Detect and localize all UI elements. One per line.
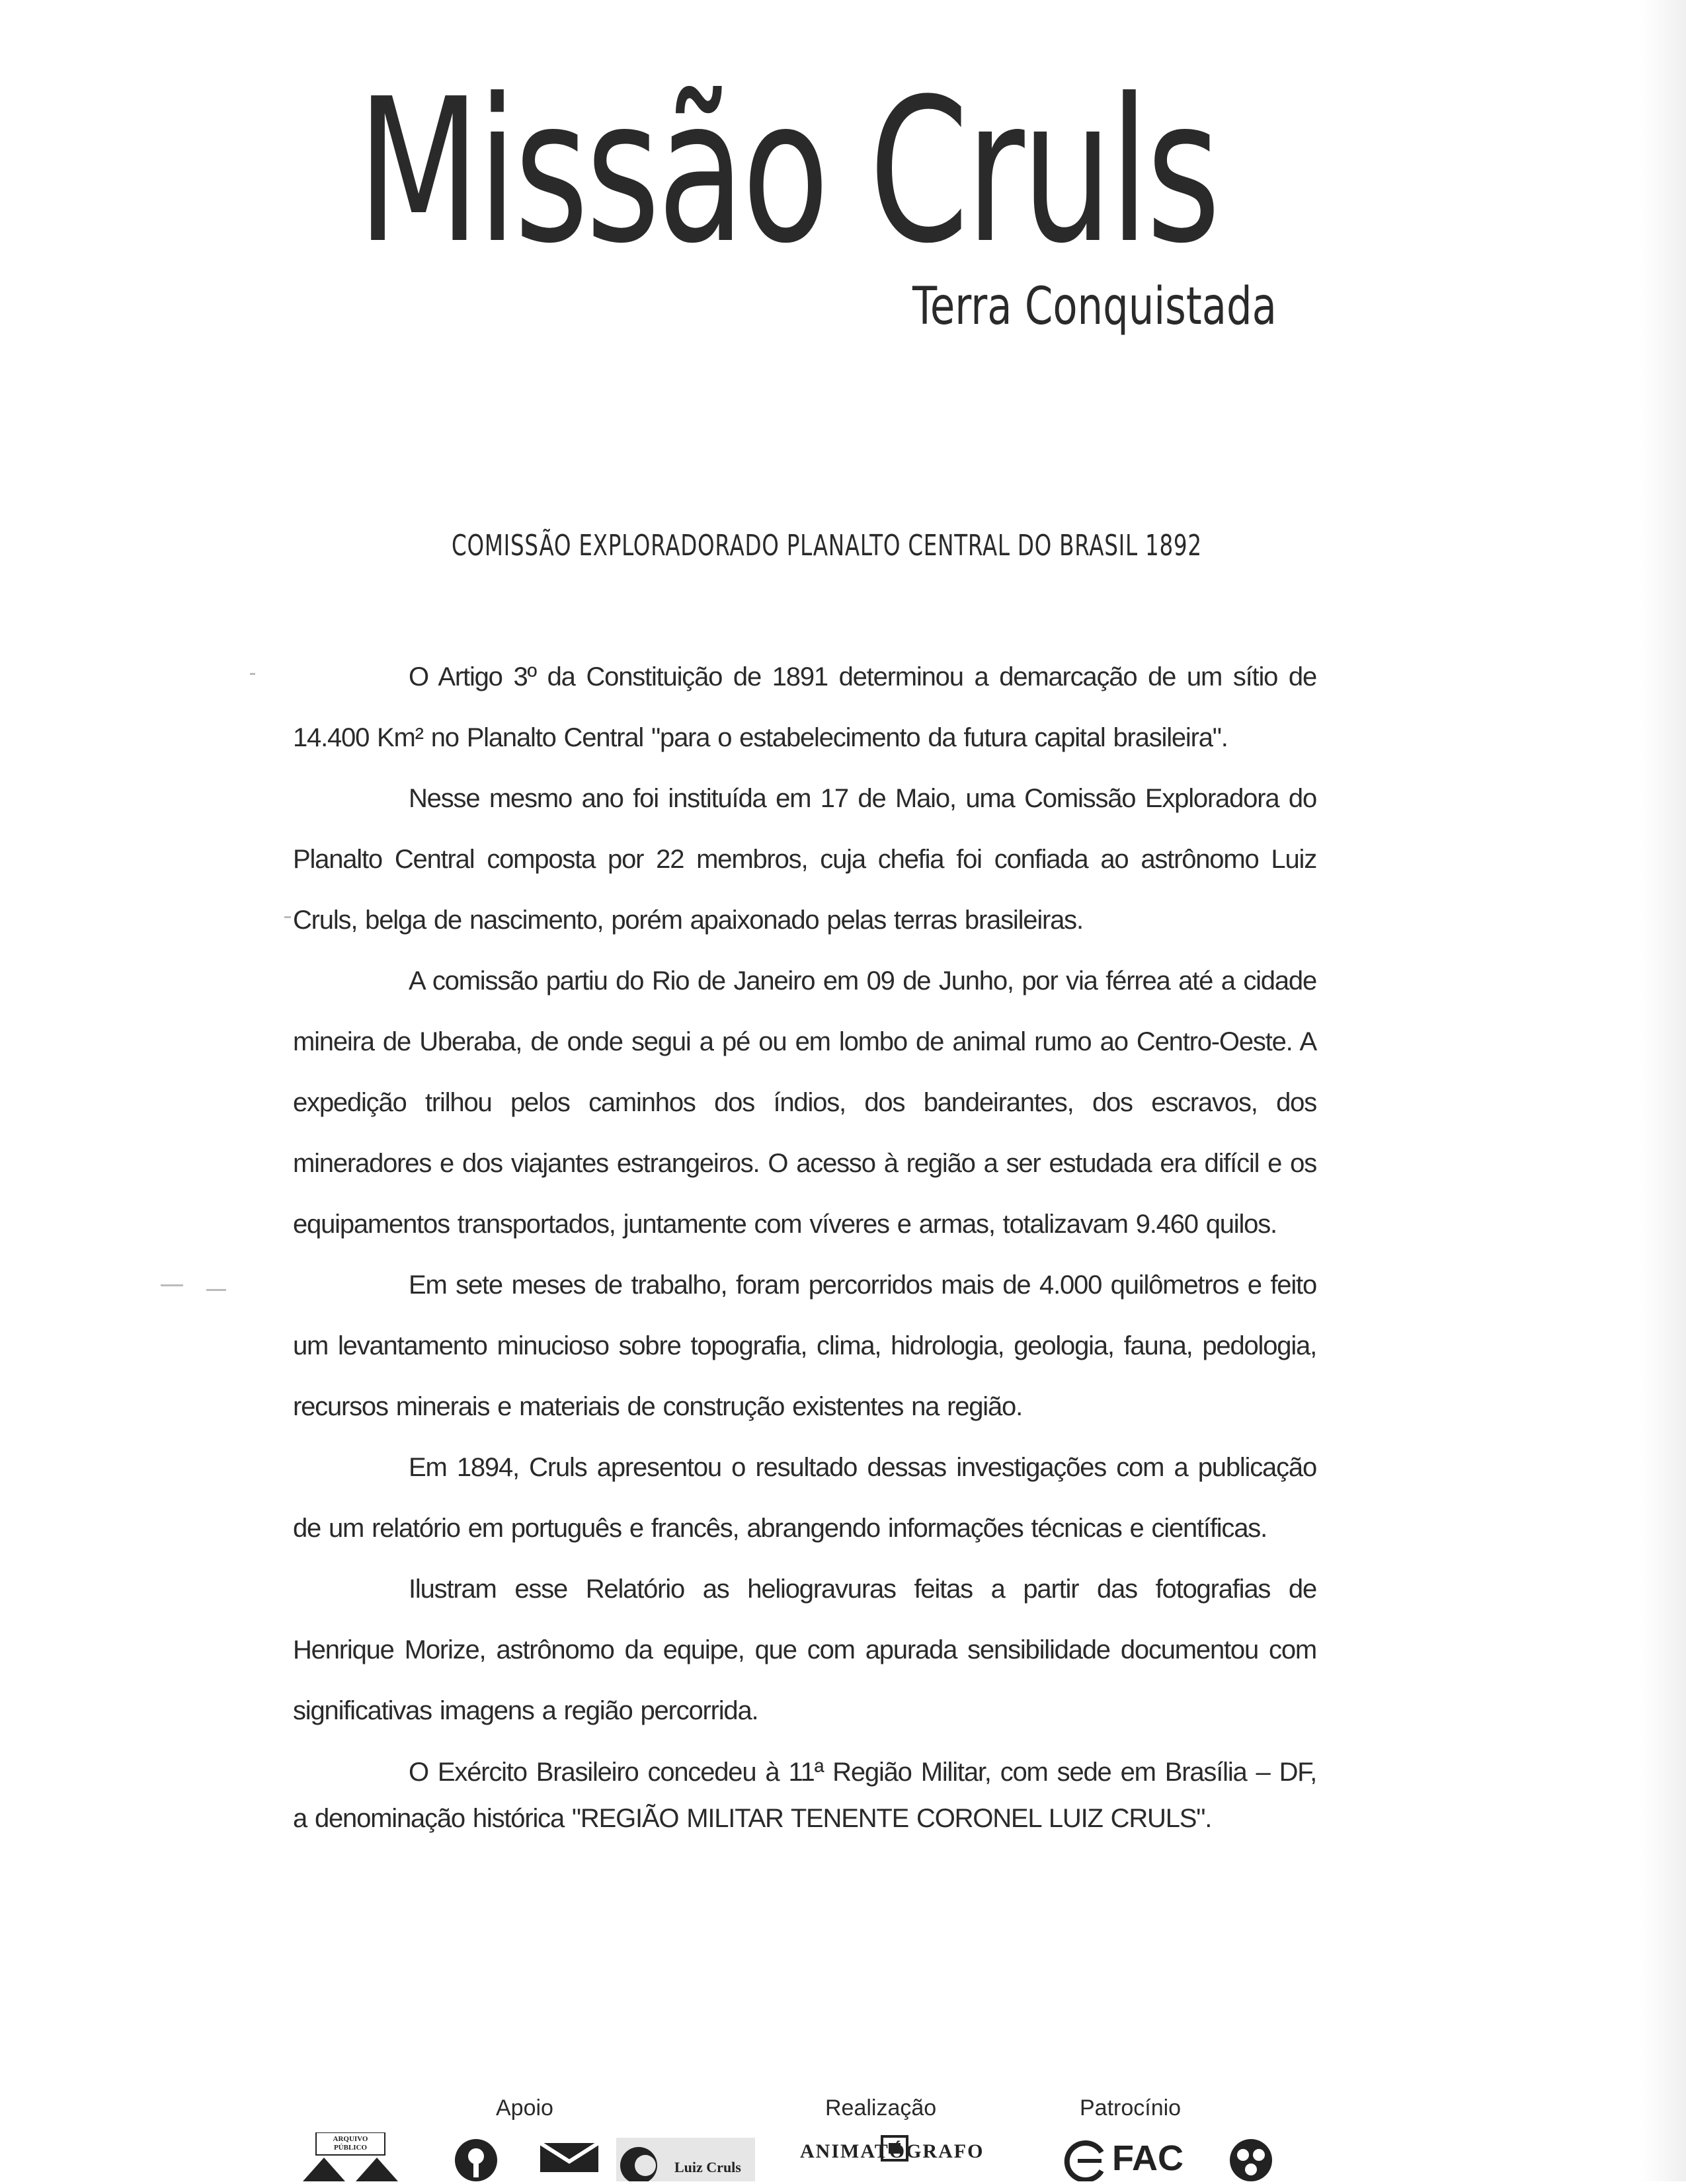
envelope-icon bbox=[538, 2132, 601, 2181]
scan-speck bbox=[284, 916, 291, 918]
body-text bbox=[293, 646, 1316, 1842]
document-subtitle: Terra Conquistada bbox=[912, 277, 1277, 336]
paragraph-5: Em 1894, Cruls apresentou o resultado dessas investigações com a publicação de um relatório em português e francês, abrangendo informações técnicas e científicas. bbox=[293, 1453, 1316, 1543]
fac-icon bbox=[1062, 2132, 1108, 2181]
luiz-cruls-logo bbox=[616, 2132, 755, 2181]
footer bbox=[0, 2095, 1686, 2181]
emblem-icon bbox=[450, 2132, 502, 2181]
paragraph-2: Nesse mesmo ano foi instituída em 17 de Maio, uma Comissão Exploradora do Planalto Central composta por 22 membros, cuja chefia foi confiada ao astrônomo Luiz Cruls, belga de nascimento, porém apaixonado pelas terras brasileiras. bbox=[293, 784, 1316, 935]
paragraph-4: Em sete meses de trabalho, foram percorridos mais de 4.000 quilômetros e feito um levantamento minucioso sobre topografia, clima, hidrologia, geologia, fauna, pedologia, recursos minerais e materiais de construção existentes na região. bbox=[293, 1270, 1316, 1421]
arquivo-publico-logo bbox=[298, 2132, 403, 2181]
envelope-logo bbox=[538, 2132, 601, 2181]
paragraph-6: Ilustram esse Relatório as heliogravuras feitas a partir das fotografias de Henrique Morize, astrônomo da equipe, que com apurada sensibilidade documentou com significativas imagens a região percorrida. bbox=[293, 1575, 1316, 1725]
scan-edge-shadow bbox=[1640, 0, 1686, 2181]
arquivo-publico-text: ARQUIVO PÚBLICO bbox=[333, 2135, 368, 2152]
section-heading: COMISSÃO EXPLORADORADO PLANALTO CENTRAL DO BRASIL 1892 bbox=[452, 529, 1202, 563]
scan-speck bbox=[206, 1289, 226, 1291]
apoio-label: Apoio bbox=[496, 2095, 553, 2121]
patrocinio-label: Patrocínio bbox=[1080, 2095, 1182, 2121]
right-emblem-icon bbox=[1223, 2132, 1279, 2181]
realizacao-label: Realização bbox=[825, 2095, 937, 2121]
paragraph-7: O Exército Brasileiro concedeu à 11ª Região Militar, com sede em Brasília – DF, a denominação histórica "REGIÃO MILITAR TENENTE CORONEL LUIZ CRULS". bbox=[293, 1758, 1316, 1833]
animatografo-text: ANIMATÓGRAFO bbox=[800, 2140, 984, 2162]
fac-logo bbox=[1062, 2132, 1187, 2181]
paragraph-1: O Artigo 3º da Constituição de 1891 determinou a demarcação de um sítio de 14.400 Km² no Planalto Central "para o estabelecimento da futura capital brasileira". bbox=[293, 662, 1316, 752]
animatografo-logo bbox=[800, 2132, 1025, 2181]
scan-speck bbox=[250, 673, 255, 675]
right-emblem-logo bbox=[1223, 2132, 1279, 2181]
emblem-logo bbox=[450, 2132, 502, 2181]
fac-text: FAC bbox=[1112, 2138, 1184, 2178]
document-title: Missão Cruls bbox=[357, 56, 1218, 287]
luiz-cruls-text: Luiz Cruls bbox=[674, 2159, 741, 2175]
paragraph-3: A comissão partiu do Rio de Janeiro em 09 de Junho, por via férrea até a cidade mineira de Uberaba, de onde segui a pé ou em lombo de animal rumo ao Centro-Oeste. A expedição trilhou pelos caminhos dos índios, dos bandeirantes, dos escravos, dos mineradores e dos viajantes estrangeiros. O acesso à região a ser estudada era difícil e os equipamentos transportados, juntamente com víveres e armas, totalizavam 9.460 quilos. bbox=[293, 966, 1316, 1239]
scan-speck bbox=[161, 1284, 183, 1286]
